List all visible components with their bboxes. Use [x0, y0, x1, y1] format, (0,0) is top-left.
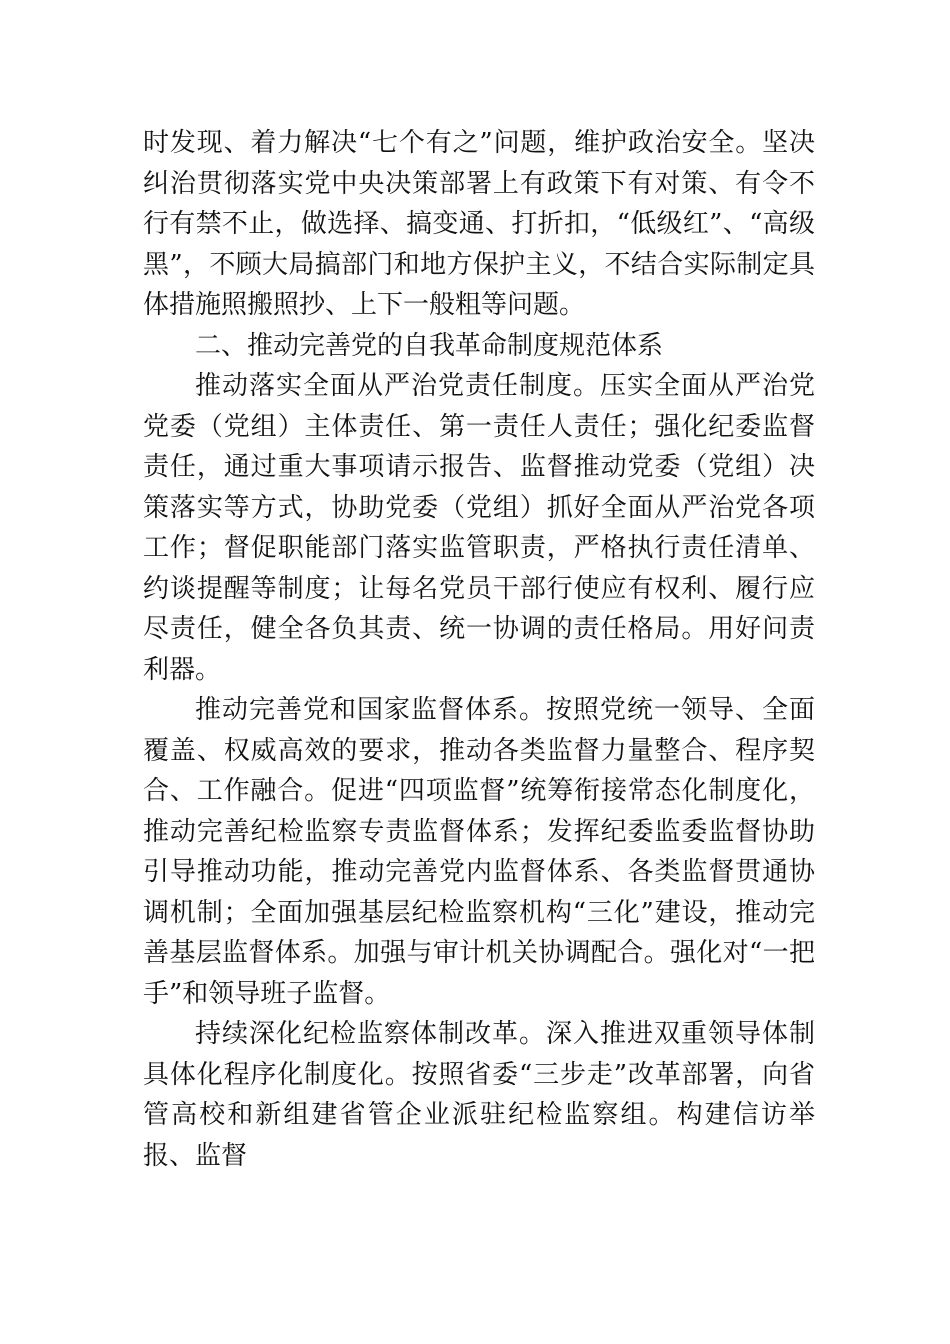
paragraph-supervision-system: 推动完善党和国家监督体系。按照党统一领导、全面覆盖、权威高效的要求，推动各类监督力量整合、程序契合、工作融合。促进“四项监督”统筹衔接常态化制度化，推动完善纪检监察专责监督体系；发挥纪委监委监督协助引导推动功能，推动完善党内监督体系、各类监督贯通协调机制；全面加强基层纪检监察机构“三化”建设，推动完善基层监督体系。加强与审计机关协调配合。强化对“一把手”和领导班子监督。	[143, 695, 815, 1009]
section-heading: 二、推动完善党的自我革命制度规范体系	[195, 330, 664, 361]
paragraph-responsibility-system: 推动落实全面从严治党责任制度。压实全面从严治党党委（党组）主体责任、第一责任人责任；强化纪委监督责任，通过重大事项请示报告、监督推动党委（党组）决策落实等方式，协助党委（党组）抓好全面从严治党各项工作；督促职能部门落实监管职责，严格执行责任清单、约谈提醒等制度；让每名党员干部行使应有权利、履行应尽责任，健全各负其责、统一协调的责任格局。用好问责利器。	[143, 371, 815, 685]
document-body	[143, 123, 815, 1176]
paragraph-continuation: 时发现、着力解决“七个有之”问题，维护政治安全。坚决纠治贯彻落实党中央决策部署上有政策下有对策、有令不行有禁不止，做选择、搞变通、打折扣，“低级红”、“高级黑”，不顾大局搞部门和地方保护主义，不结合实际制定具体措施照搬照抄、上下一般粗等问题。	[143, 128, 815, 320]
paragraph-system-reform: 持续深化纪检监察体制改革。深入推进双重领导体制具体化程序化制度化。按照省委“三步走”改革部署，向省管高校和新组建省管企业派驻纪检监察组。构建信访举报、监督	[143, 1019, 815, 1171]
